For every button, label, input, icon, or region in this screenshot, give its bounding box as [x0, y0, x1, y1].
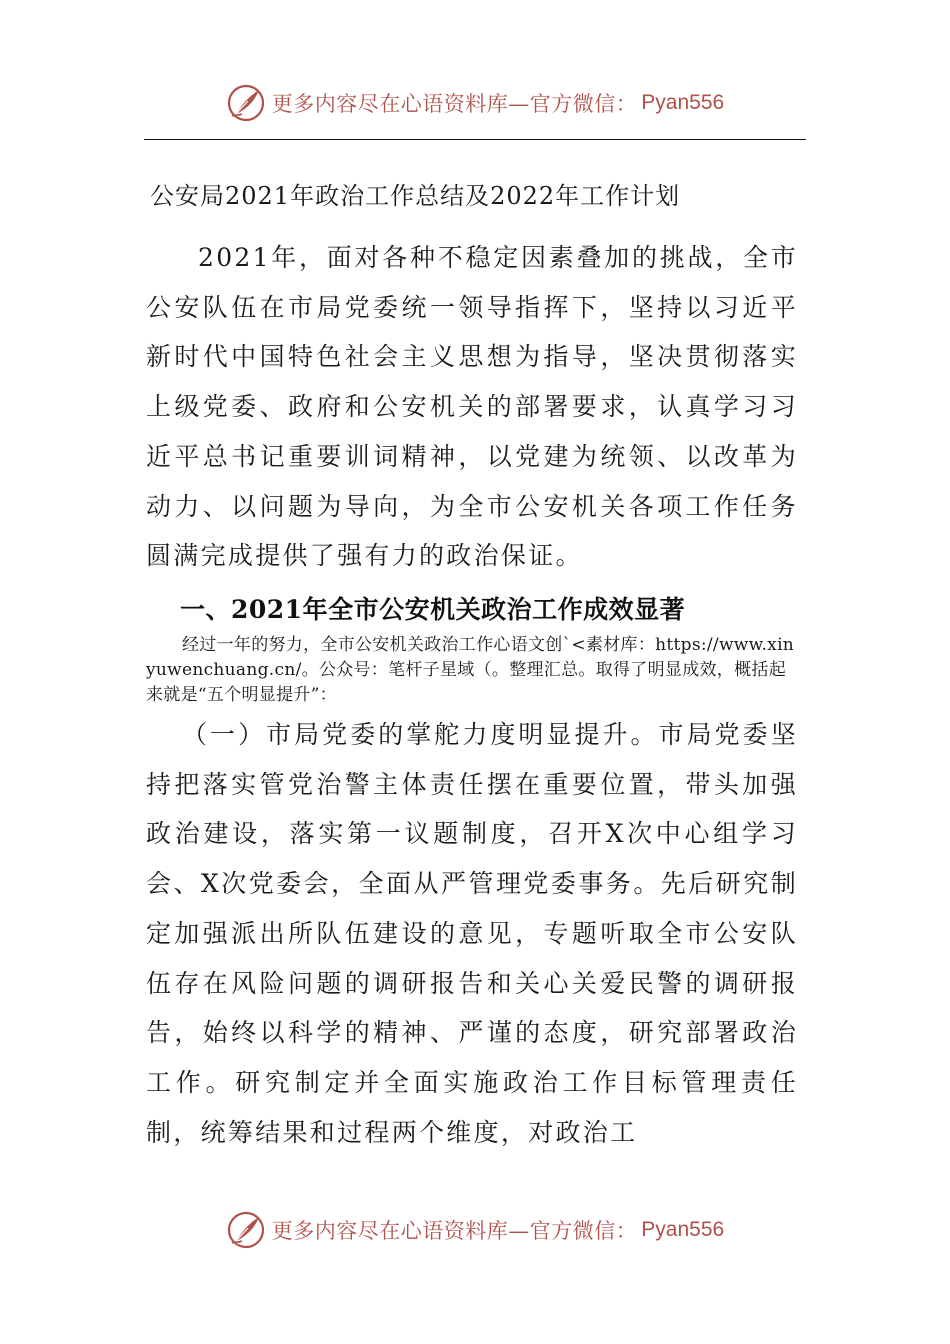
banner-wechat-id: Pyan556: [641, 91, 725, 114]
footer-banner: [0, 1207, 950, 1253]
document-title: 公安局2021年政治工作总结及2022年工作计划: [150, 182, 681, 210]
summary-paragraph: 经过一年的努力，全市公安机关政治工作心语文创`<素材库：https://www.xinyuwenchuang.cn/。公众号：笔杆子星域（。整理汇总。取得了明显成效，概括起来就是“五个明显提升”：: [146, 635, 795, 705]
quill-pen-logo-icon: [226, 1210, 266, 1250]
quill-pen-logo-icon: [226, 83, 266, 123]
header-divider: [144, 139, 806, 140]
banner-wechat-id: Pyan556: [641, 1218, 725, 1241]
intro-paragraph: 2021年，面对各种不稳定因素叠加的挑战，全市公安队伍在市局党委统一领导指挥下，坚持以习近平新时代中国特色社会主义思想为指导，坚决贯彻落实上级党委、政府和公安机关的部署要求，认真学习习近平总书记重要训词精神，以党建为统领、以改革为动力、以问题为导向，为全市公安机关各项工作任务圆满完成提供了强有力的政治保证。: [146, 243, 798, 571]
section-heading: 一、2021年全市公安机关政治工作成效显著: [180, 595, 686, 624]
header-banner: [0, 80, 950, 126]
section-1-paragraph: （一）市局党委的掌舵力度明显提升。市局党委坚持把落实管党治警主体责任摆在重要位置，带头加强政治建设，落实第一议题制度，召开X次中心组学习会、X次党委会，全面从严管理党委事务。先后研究制定加强派出所队伍建设的意见，专题听取全市公安队伍存在风险问题的调研报告和关心关爱民警的调研报告，始终以科学的精神、严谨的态度，研究部署政治工作。研究制定并全面实施政治工作目标管理责任制，统筹结果和过程两个维度，对政治工: [146, 720, 798, 1147]
banner-text: 更多内容尽在心语资料库—官方微信：: [271, 92, 638, 116]
banner-text: 更多内容尽在心语资料库—官方微信：: [271, 1219, 638, 1243]
